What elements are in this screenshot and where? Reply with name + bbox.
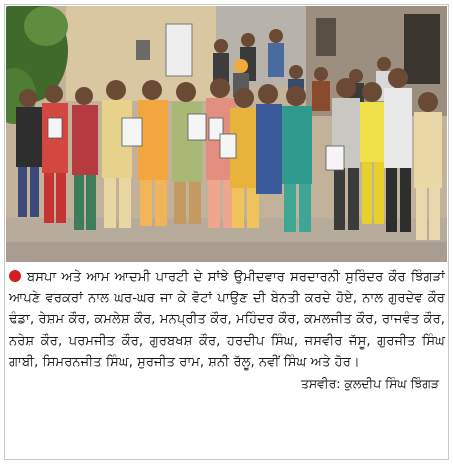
- photo-credit: ਤਸਵੀਰ: ਕੁਲਦੀਪ ਸਿੰਘ ਝਿੰਗੜ: [300, 376, 439, 392]
- bullet-icon: [9, 270, 21, 282]
- group-photo: [6, 6, 447, 262]
- caption-text: ਬਸਪਾ ਅਤੇ ਆਮ ਆਦਮੀ ਪਾਰਟੀ ਦੇ ਸਾਂਝੇ ਉਮੀਦਵਾਰ ਸਰਦਾਰਨੀ ਸੁਰਿੰਦਰ ਕੌਰ ਝਿੰਗੜਾਂ ਆਪਣੇ ਵਰਕਰਾਂ ਨਾਲ ਘਰ-ਘਰ ਜਾ ਕੇ ਵੋਟਾਂ ਪਾਉਣ ਦੀ ਬੇਨਤੀ ਕਰਦੇ ਹੋਏ, ਨਾਲ ਗੁਰਦੇਵ ਕੌਰ ਢੰਡਾ, ਰੇਸ਼ਮ ਕੌਰ, ਕਮਲੇਸ਼ ਕੌਰ, ਮਨਪ੍ਰੀਤ ਕੌਰ, ਮਹਿੰਦਰ ਕੌਰ, ਕਮਲਜੀਤ ਕੌਰ, ਰਾਜਵੰਤ ਕੌਰ, ਨਰੇਸ਼ ਕੌਰ, ਪਰਮਜੀਤ ਕੌਰ, ਗੁਰਬਖਸ਼ ਕੌਰ, ਹਰਦੀਪ ਸਿੰਘ, ਜਸਵੀਰ ਜੱਸੂ, ਗੁਰਜੀਤ ਸਿੰਘ ਗਾਬੀ, ਸਿਮਰਨਜੀਤ ਸਿੰਘ, ਸੁਰਜੀਤ ਰਾਮ, ਸ਼ਨੀ ਰੱਲੂ, ਨਵੀਂ ਸਿੰਘ ਅਤੇ ਹੋਰ।: [9, 270, 445, 370]
- photo-caption: [9, 267, 445, 457]
- news-clipping: [4, 4, 449, 460]
